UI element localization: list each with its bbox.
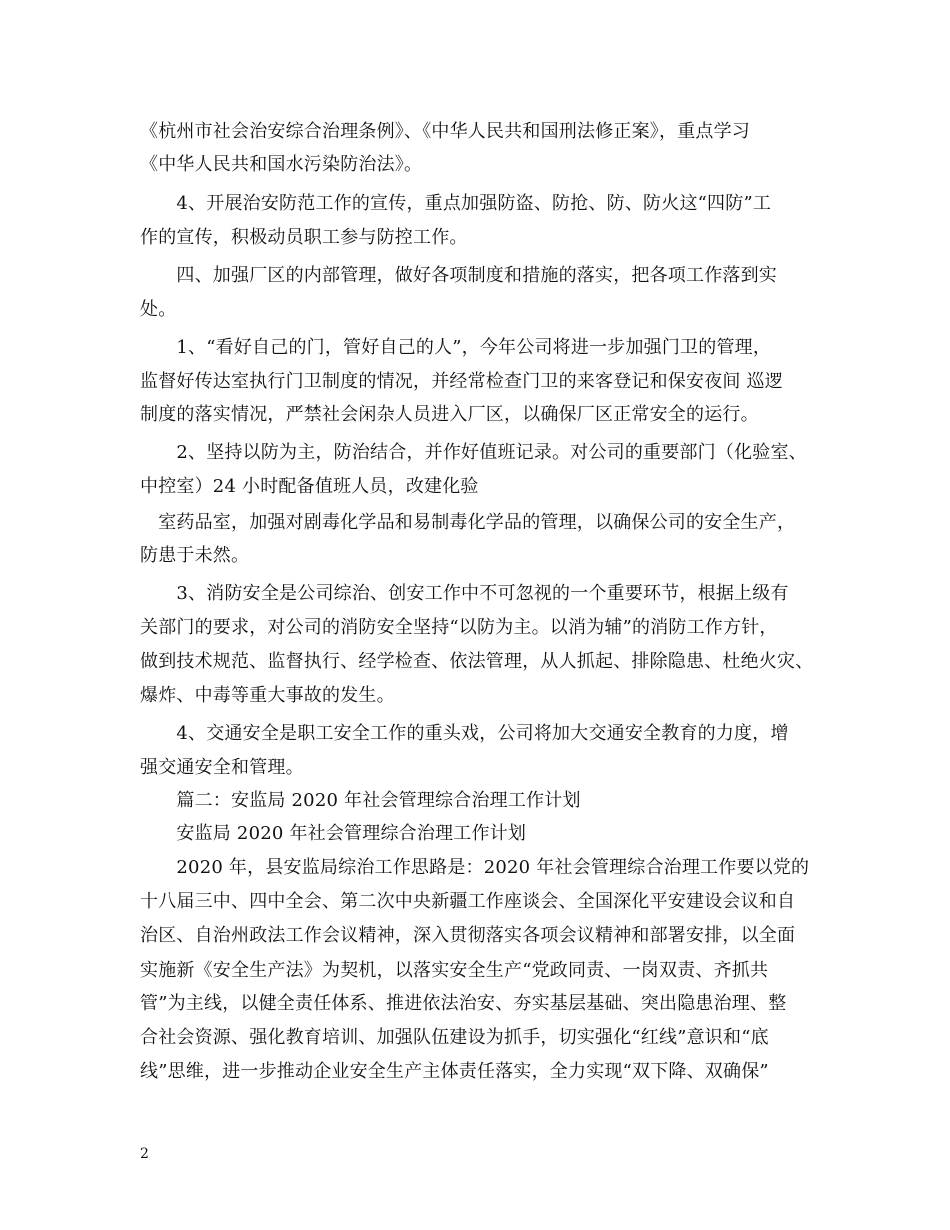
text-line: 制度的落实情况，严禁社会闲杂人员进入厂区，以确保厂区正常安全的运行。 <box>140 404 759 425</box>
text-line: 安监局 2020 年社会管理综合治理工作计划 <box>140 823 527 844</box>
text-line: 合社会资源、强化教育培训、加强队伍建设为抓手，切实强化“红线”意识和“底 <box>140 1027 769 1048</box>
page-number: 2 <box>140 1146 149 1162</box>
text-line: 4、交通安全是职工安全工作的重头戏，公司将加大交通安全教育的力度，增 <box>140 723 789 744</box>
text-line: 监督好传达室执行门卫制度的情况，并经常检查门卫的来客登记和保安夜间 巡逻 <box>140 371 783 392</box>
text-line: 防患于未然。 <box>140 545 250 566</box>
text-line: 关部门的要求，对公司的消防安全坚持“以防为主。以消为辅”的消防工作方针， <box>140 617 778 638</box>
text-line: 《中华人民共和国水污染防治法》。 <box>140 154 423 175</box>
text-line: 中控室）24 小时配备值班人员，改建化验 <box>140 476 479 497</box>
text-line: 2020 年，县安监局综治工作思路是：2020 年社会管理综合治理工作要以党的 <box>140 857 810 878</box>
text-line: 作的宣传，积极动员职工参与防控工作。 <box>140 227 468 248</box>
text-line: 实施新《安全生产法》为契机，以落实安全生产“党政同责、一岗双责、齐抓共 <box>140 960 769 981</box>
text-line: 篇二：安监局 2020 年社会管理综合治理工作计划 <box>140 790 581 811</box>
text-line: 线”思维，进一步推动企业安全生产主体责任落实，全力实现“双下降、双确保” <box>140 1061 769 1082</box>
text-line: 四、加强厂区的内部管理，做好各项制度和措施的落实，把各项工作落到实 <box>140 265 777 286</box>
text-line: 爆炸、中毒等重大事故的发生。 <box>140 685 395 706</box>
text-line: 1、“看好自己的门，管好自己的人”，今年公司将进一步加强门卫的管理， <box>140 337 772 358</box>
text-line: 《杭州市社会治安综合治理条例》、《中华人民共和国刑法修正案》，重点学习 <box>140 121 750 142</box>
text-line: 2、坚持以防为主，防治结合，并作好值班记录。对公司的重要部门（化验室、 <box>140 442 807 463</box>
text-line: 4、开展治安防范工作的宣传，重点加强防盗、防抢、防、防火这“四防”工 <box>140 193 772 214</box>
text-line: 强交通安全和管理。 <box>140 757 304 778</box>
text-line: 3、消防安全是公司综治、创安工作中不可忽视的一个重要环节，根据上级有 <box>140 583 789 604</box>
text-line: 十八届三中、四中全会、第二次中央新疆工作座谈会、全国深化平安建设会议和自 <box>140 891 796 912</box>
text-line: 做到技术规范、监督执行、经学检查、依法管理，从人抓起、排除隐患、杜绝火灾、 <box>140 651 814 672</box>
text-line: 治区、自治州政法工作会议精神，深入贯彻落实各项会议精神和部署安排，以全面 <box>140 925 796 946</box>
text-line: 管”为主线，以健全责任体系、推进依法治安、夯实基层基础、突出隐患治理、整 <box>140 993 787 1014</box>
text-line: 处。 <box>140 299 177 320</box>
text-line: 室药品室，加强对剧毒化学品和易制毒化学品的管理，以确保公司的安全生产， <box>140 512 796 533</box>
